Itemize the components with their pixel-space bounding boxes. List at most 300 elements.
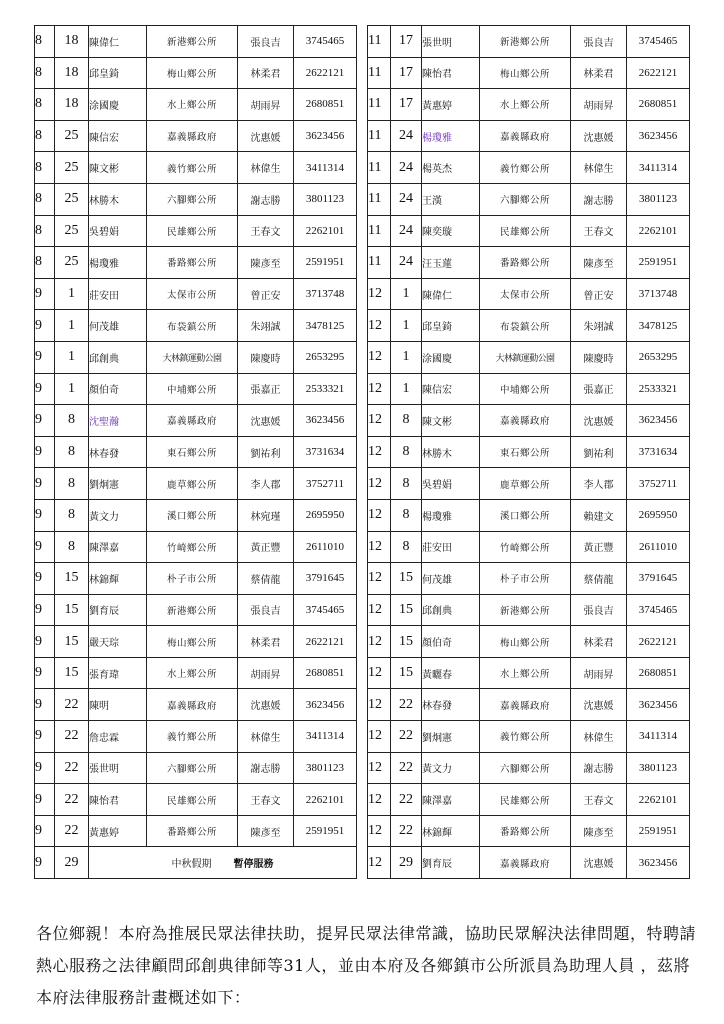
day-cell: 1 [55, 341, 89, 373]
month-cell: 8 [35, 152, 55, 184]
table-row [35, 531, 357, 563]
lawyer-name-cell: 黃文力 [422, 752, 480, 784]
assistant-staff-cell: 朱翊誠 [238, 310, 294, 342]
phone-cell: 3411314 [294, 152, 357, 184]
table-row [35, 120, 357, 152]
table-row [35, 499, 357, 531]
month-cell: 11 [368, 215, 391, 247]
day-cell: 15 [391, 563, 422, 595]
lawyer-name-cell: 邱創典 [422, 594, 480, 626]
table-row [35, 436, 357, 468]
table-row [368, 341, 690, 373]
day-cell: 24 [391, 152, 422, 184]
phone-cell: 3623456 [627, 405, 690, 437]
table-row [35, 847, 357, 879]
lawyer-name-cell: 莊安田 [422, 531, 480, 563]
service-location-cell: 新港鄉公所 [480, 26, 571, 58]
day-cell: 1 [55, 278, 89, 310]
day-cell: 8 [55, 405, 89, 437]
table-row [368, 373, 690, 405]
day-cell: 17 [391, 57, 422, 89]
day-cell: 1 [391, 310, 422, 342]
month-cell: 9 [35, 468, 55, 500]
phone-cell: 2695950 [627, 499, 690, 531]
day-cell: 22 [55, 815, 89, 847]
month-cell: 12 [368, 847, 391, 879]
day-cell: 18 [55, 26, 89, 58]
lawyer-name-cell: 陳明 [89, 689, 147, 721]
assistant-staff-cell: 曾正安 [238, 278, 294, 310]
phone-cell: 2262101 [627, 784, 690, 816]
assistant-staff-cell: 劉祐利 [571, 436, 627, 468]
lawyer-name-cell: 涂國慶 [422, 341, 480, 373]
assistant-staff-cell: 林偉生 [571, 152, 627, 184]
month-cell: 9 [35, 847, 55, 879]
table-row [35, 752, 357, 784]
phone-cell: 2591951 [294, 247, 357, 279]
lawyer-name-cell: 劉炯憲 [89, 468, 147, 500]
table-row [368, 247, 690, 279]
month-cell: 11 [368, 152, 391, 184]
lawyer-name-cell: 吳碧娟 [89, 215, 147, 247]
table-row [35, 721, 357, 753]
table-row [35, 183, 357, 215]
month-cell: 12 [368, 468, 391, 500]
service-location-cell: 嘉義縣政府 [480, 120, 571, 152]
month-cell: 8 [35, 247, 55, 279]
schedule-table-right [367, 25, 690, 879]
assistant-staff-cell: 胡雨昇 [571, 89, 627, 121]
lawyer-name-cell: 王漢 [422, 183, 480, 215]
month-cell: 9 [35, 373, 55, 405]
month-cell: 8 [35, 183, 55, 215]
month-cell: 11 [368, 57, 391, 89]
table-row [35, 657, 357, 689]
assistant-staff-cell: 黃正豐 [571, 531, 627, 563]
month-cell: 11 [368, 247, 391, 279]
assistant-staff-cell: 沈惠媛 [238, 120, 294, 152]
month-cell: 12 [368, 341, 391, 373]
day-cell: 8 [55, 499, 89, 531]
table-row [368, 847, 690, 879]
phone-cell: 2695950 [294, 499, 357, 531]
service-location-cell: 民雄鄉公所 [147, 784, 238, 816]
service-location-cell: 竹崎鄉公所 [147, 531, 238, 563]
table-row [35, 815, 357, 847]
service-location-cell: 鹿草鄉公所 [480, 468, 571, 500]
table-row [35, 689, 357, 721]
phone-cell: 2591951 [294, 815, 357, 847]
lawyer-name-cell: 何茂雄 [422, 563, 480, 595]
assistant-staff-cell: 張嘉正 [571, 373, 627, 405]
phone-cell: 3623456 [627, 847, 690, 879]
lawyer-name-cell: 楊英杰 [422, 152, 480, 184]
month-cell: 12 [368, 563, 391, 595]
table-row [368, 310, 690, 342]
table-row [368, 626, 690, 658]
table-row [35, 152, 357, 184]
assistant-staff-cell: 林宛瑾 [238, 499, 294, 531]
month-cell: 9 [35, 721, 55, 753]
table-row [368, 815, 690, 847]
assistant-staff-cell: 張良吉 [571, 594, 627, 626]
table-row [368, 657, 690, 689]
lawyer-name-cell: 陳偉仁 [422, 278, 480, 310]
service-location-cell: 朴子市公所 [147, 563, 238, 595]
day-cell: 8 [391, 499, 422, 531]
month-cell: 12 [368, 436, 391, 468]
service-location-cell: 梅山鄉公所 [147, 626, 238, 658]
lawyer-name-cell: 林勝木 [422, 436, 480, 468]
service-location-cell: 六腳鄉公所 [480, 752, 571, 784]
day-cell: 22 [55, 721, 89, 753]
month-cell: 11 [368, 183, 391, 215]
phone-cell: 3745465 [627, 26, 690, 58]
service-location-cell: 番路鄉公所 [147, 247, 238, 279]
day-cell: 22 [55, 752, 89, 784]
table-row [35, 626, 357, 658]
assistant-staff-cell: 沈惠媛 [571, 847, 627, 879]
table-row [35, 247, 357, 279]
month-cell: 12 [368, 499, 391, 531]
month-cell: 11 [368, 89, 391, 121]
lawyer-name-cell: 楊瓊雅 [422, 120, 480, 152]
lawyer-name-cell: 陳信宏 [422, 373, 480, 405]
lawyer-name-cell: 吳碧娟 [422, 468, 480, 500]
table-row [35, 215, 357, 247]
table-row [368, 405, 690, 437]
assistant-staff-cell: 李人郡 [238, 468, 294, 500]
assistant-staff-cell: 謝志勝 [238, 183, 294, 215]
day-cell: 15 [55, 563, 89, 595]
assistant-staff-cell: 王春文 [238, 784, 294, 816]
service-location-cell: 東石鄉公所 [480, 436, 571, 468]
lawyer-name-cell: 邱皇錡 [89, 57, 147, 89]
month-cell: 12 [368, 278, 391, 310]
service-location-cell: 梅山鄉公所 [480, 57, 571, 89]
service-location-cell: 民雄鄉公所 [147, 215, 238, 247]
table-row [368, 468, 690, 500]
holiday-label: 中秋假期 [171, 859, 212, 871]
assistant-staff-cell: 張良吉 [238, 26, 294, 58]
month-cell: 9 [35, 752, 55, 784]
day-cell: 8 [55, 531, 89, 563]
service-location-cell: 中埔鄉公所 [147, 373, 238, 405]
lawyer-name-cell: 顏伯奇 [422, 626, 480, 658]
service-location-cell: 梅山鄉公所 [480, 626, 571, 658]
phone-cell: 2262101 [627, 215, 690, 247]
table-row [368, 57, 690, 89]
month-cell: 8 [35, 120, 55, 152]
service-location-cell: 嘉義縣政府 [147, 689, 238, 721]
day-cell: 8 [391, 405, 422, 437]
table-row [368, 563, 690, 595]
assistant-staff-cell: 王春文 [238, 215, 294, 247]
phone-cell: 2653295 [294, 341, 357, 373]
service-location-cell: 鹿草鄉公所 [147, 468, 238, 500]
assistant-staff-cell: 朱翊誠 [571, 310, 627, 342]
lawyer-name-cell: 陳奕璇 [422, 215, 480, 247]
phone-cell: 3478125 [627, 310, 690, 342]
month-cell: 12 [368, 626, 391, 658]
assistant-staff-cell: 曾正安 [571, 278, 627, 310]
service-location-cell: 嘉義縣政府 [147, 405, 238, 437]
day-cell: 25 [55, 120, 89, 152]
month-cell: 8 [35, 57, 55, 89]
table-row [368, 531, 690, 563]
phone-cell: 2591951 [627, 247, 690, 279]
phone-cell: 3623456 [294, 405, 357, 437]
month-cell: 9 [35, 657, 55, 689]
lawyer-name-cell: 張育瑋 [89, 657, 147, 689]
table-row [35, 57, 357, 89]
lawyer-name-cell: 林錦輝 [89, 563, 147, 595]
phone-cell: 3745465 [294, 594, 357, 626]
phone-cell: 2622121 [627, 626, 690, 658]
phone-cell: 2611010 [294, 531, 357, 563]
month-cell: 11 [368, 120, 391, 152]
day-cell: 8 [391, 436, 422, 468]
table-row [368, 436, 690, 468]
lawyer-name-cell: 莊安田 [89, 278, 147, 310]
lawyer-name-cell: 陳怡君 [422, 57, 480, 89]
lawyer-name-cell: 楊瓊雅 [422, 499, 480, 531]
month-cell: 12 [368, 594, 391, 626]
phone-cell: 3623456 [294, 120, 357, 152]
assistant-staff-cell: 蔡倩龍 [238, 563, 294, 595]
month-cell: 9 [35, 405, 55, 437]
month-cell: 9 [35, 436, 55, 468]
table-row [35, 310, 357, 342]
service-location-cell: 新港鄉公所 [480, 594, 571, 626]
table-row [368, 26, 690, 58]
assistant-staff-cell: 陳彥至 [571, 815, 627, 847]
day-cell: 15 [391, 594, 422, 626]
day-cell: 1 [391, 278, 422, 310]
lawyer-name-cell: 嚴天琮 [89, 626, 147, 658]
assistant-staff-cell: 張良吉 [571, 26, 627, 58]
service-location-cell: 布袋鎮公所 [147, 310, 238, 342]
lawyer-name-cell: 劉育辰 [89, 594, 147, 626]
day-cell: 29 [391, 847, 422, 879]
lawyer-name-cell: 林錦輝 [422, 815, 480, 847]
phone-cell: 2262101 [294, 215, 357, 247]
day-cell: 25 [55, 152, 89, 184]
day-cell: 8 [55, 468, 89, 500]
table-row [35, 405, 357, 437]
day-cell: 1 [391, 373, 422, 405]
lawyer-name-cell: 涂國慶 [89, 89, 147, 121]
lawyer-name-cell: 劉育辰 [422, 847, 480, 879]
month-cell: 12 [368, 689, 391, 721]
day-cell: 15 [55, 594, 89, 626]
table-row [368, 278, 690, 310]
phone-cell: 3411314 [627, 152, 690, 184]
assistant-staff-cell: 林偉生 [571, 721, 627, 753]
phone-cell: 2680851 [627, 89, 690, 121]
service-location-cell: 番路鄉公所 [147, 815, 238, 847]
day-cell: 15 [55, 626, 89, 658]
month-cell: 12 [368, 531, 391, 563]
month-cell: 11 [368, 26, 391, 58]
lawyer-name-cell: 詹忠霖 [89, 721, 147, 753]
day-cell: 8 [391, 468, 422, 500]
phone-cell: 3752711 [627, 468, 690, 500]
table-row [368, 89, 690, 121]
phone-cell: 3745465 [627, 594, 690, 626]
phone-cell: 2533321 [627, 373, 690, 405]
service-location-cell: 布袋鎮公所 [480, 310, 571, 342]
assistant-staff-cell: 張良吉 [238, 594, 294, 626]
month-cell: 9 [35, 310, 55, 342]
table-row [368, 183, 690, 215]
assistant-staff-cell: 林柔君 [571, 57, 627, 89]
day-cell: 18 [55, 89, 89, 121]
service-location-cell: 嘉義縣政府 [147, 120, 238, 152]
phone-cell: 3411314 [294, 721, 357, 753]
holiday-note-cell [89, 847, 357, 879]
lawyer-name-cell: 劉炯憲 [422, 721, 480, 753]
month-cell: 12 [368, 373, 391, 405]
table-row [35, 468, 357, 500]
service-location-cell: 竹崎鄉公所 [480, 531, 571, 563]
lawyer-name-cell: 黃惠婷 [422, 89, 480, 121]
lawyer-name-cell: 林勝木 [89, 183, 147, 215]
lawyer-name-cell: 林春發 [422, 689, 480, 721]
month-cell: 12 [368, 752, 391, 784]
service-location-cell: 太保市公所 [480, 278, 571, 310]
table-row [368, 594, 690, 626]
day-cell: 22 [55, 689, 89, 721]
service-suspended-label: 暫停服務 [233, 859, 274, 871]
table-row [35, 594, 357, 626]
lawyer-name-cell: 林春發 [89, 436, 147, 468]
table-row [35, 563, 357, 595]
table-row [35, 341, 357, 373]
lawyer-name-cell: 陳澤嘉 [89, 531, 147, 563]
assistant-staff-cell: 陳彥至 [238, 815, 294, 847]
month-cell: 12 [368, 657, 391, 689]
table-row [35, 26, 357, 58]
phone-cell: 2591951 [627, 815, 690, 847]
month-cell: 9 [35, 278, 55, 310]
assistant-staff-cell: 李人郡 [571, 468, 627, 500]
assistant-staff-cell: 謝志勝 [571, 752, 627, 784]
month-cell: 8 [35, 26, 55, 58]
assistant-staff-cell: 賴建文 [571, 499, 627, 531]
service-location-cell: 番路鄉公所 [480, 247, 571, 279]
service-location-cell: 義竹鄉公所 [480, 152, 571, 184]
day-cell: 22 [55, 784, 89, 816]
table-row [35, 89, 357, 121]
service-location-cell: 大林鎮運動公園 [480, 341, 571, 373]
assistant-staff-cell: 林偉生 [238, 152, 294, 184]
phone-cell: 3731634 [294, 436, 357, 468]
assistant-staff-cell: 胡雨昇 [238, 89, 294, 121]
phone-cell: 3731634 [627, 436, 690, 468]
day-cell: 24 [391, 215, 422, 247]
assistant-staff-cell: 林柔君 [238, 57, 294, 89]
service-location-cell: 新港鄉公所 [147, 594, 238, 626]
month-cell: 8 [35, 215, 55, 247]
table-row [368, 499, 690, 531]
assistant-staff-cell: 蔡倩龍 [571, 563, 627, 595]
day-cell: 17 [391, 89, 422, 121]
service-location-cell: 六腳鄉公所 [147, 752, 238, 784]
service-location-cell: 六腳鄉公所 [480, 183, 571, 215]
day-cell: 22 [391, 784, 422, 816]
schedule-table-left [34, 25, 357, 879]
day-cell: 25 [55, 215, 89, 247]
service-location-cell: 嘉義縣政府 [480, 847, 571, 879]
day-cell: 1 [55, 310, 89, 342]
assistant-staff-cell: 沈惠媛 [571, 689, 627, 721]
phone-cell: 3713748 [627, 278, 690, 310]
month-cell: 9 [35, 341, 55, 373]
day-cell: 22 [391, 721, 422, 753]
phone-cell: 2622121 [627, 57, 690, 89]
intro-paragraph: 各位鄉親！本府為推展民眾法律扶助，提昇民眾法律常識，協助民眾解決法律問題，特聘請熱心服務之法律顧問邱創典律師等31人，並由本府及各鄉鎮市公所派員為助理人員 ，茲將本府法律服務計畫概述如下： [36, 924, 697, 1007]
service-location-cell: 溪口鄉公所 [147, 499, 238, 531]
day-cell: 8 [55, 436, 89, 468]
assistant-staff-cell: 張嘉正 [238, 373, 294, 405]
assistant-staff-cell: 林柔君 [238, 626, 294, 658]
assistant-staff-cell: 劉祐利 [238, 436, 294, 468]
month-cell: 12 [368, 784, 391, 816]
phone-cell: 3411314 [627, 721, 690, 753]
day-cell: 15 [55, 657, 89, 689]
lawyer-name-cell: 陳偉仁 [89, 26, 147, 58]
service-location-cell: 民雄鄉公所 [480, 215, 571, 247]
phone-cell: 2680851 [294, 89, 357, 121]
day-cell: 24 [391, 247, 422, 279]
lawyer-name-cell: 張世明 [89, 752, 147, 784]
phone-cell: 3791645 [627, 563, 690, 595]
service-location-cell: 六腳鄉公所 [147, 183, 238, 215]
phone-cell: 2622121 [294, 626, 357, 658]
assistant-staff-cell: 林柔君 [571, 626, 627, 658]
assistant-staff-cell: 王春文 [571, 215, 627, 247]
phone-cell: 2680851 [627, 657, 690, 689]
day-cell: 1 [391, 341, 422, 373]
assistant-staff-cell: 陳彥至 [238, 247, 294, 279]
service-location-cell: 義竹鄉公所 [480, 721, 571, 753]
phone-cell: 2622121 [294, 57, 357, 89]
month-cell: 9 [35, 563, 55, 595]
day-cell: 25 [55, 247, 89, 279]
service-location-cell: 義竹鄉公所 [147, 152, 238, 184]
day-cell: 24 [391, 120, 422, 152]
phone-cell: 2611010 [627, 531, 690, 563]
lawyer-name-cell: 陳怡君 [89, 784, 147, 816]
lawyer-name-cell: 沈聖瀚 [89, 405, 147, 437]
day-cell: 15 [391, 657, 422, 689]
month-cell: 9 [35, 784, 55, 816]
service-location-cell: 水上鄉公所 [147, 657, 238, 689]
service-location-cell: 溪口鄉公所 [480, 499, 571, 531]
table-row [35, 784, 357, 816]
phone-cell: 3623456 [627, 120, 690, 152]
phone-cell: 3801123 [294, 183, 357, 215]
table-row [368, 120, 690, 152]
lawyer-name-cell: 張世明 [422, 26, 480, 58]
month-cell: 9 [35, 626, 55, 658]
lawyer-name-cell: 黃曬春 [422, 657, 480, 689]
assistant-staff-cell: 沈惠媛 [238, 689, 294, 721]
day-cell: 22 [391, 689, 422, 721]
day-cell: 22 [391, 752, 422, 784]
service-location-cell: 嘉義縣政府 [480, 405, 571, 437]
